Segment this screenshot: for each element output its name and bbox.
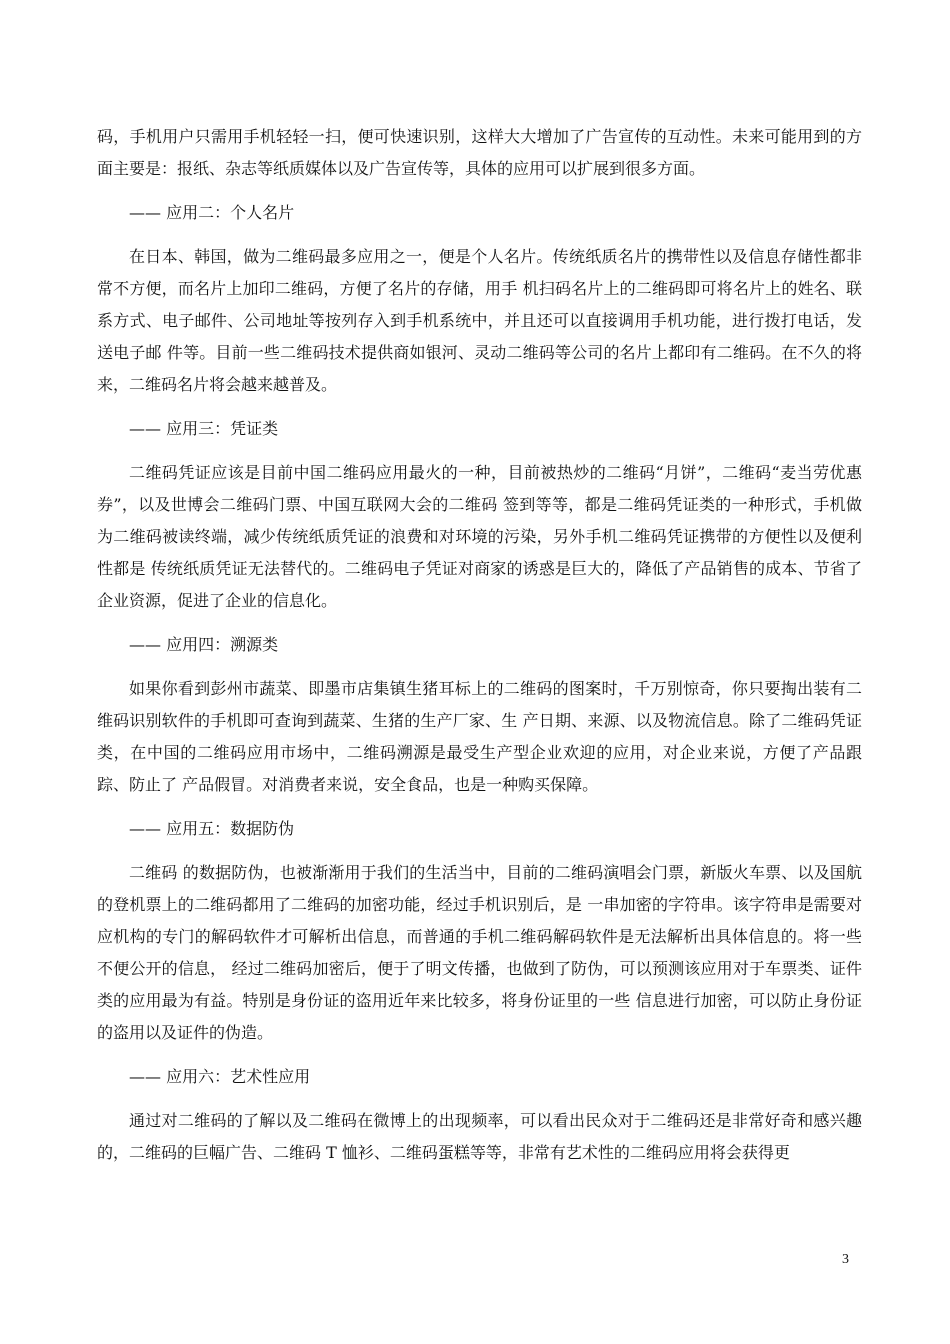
paragraph-traceability: 如果你看到彭州市蔬菜、即墨市店集镇生猪耳标上的二维码的图案时，千万别惊奇，你只要掏出装有二维码识别软件的手机即可查询到蔬菜、生猪的生产厂家、生 产日期、来源、以及物流信息。除了二维码凭证类，在中国的二维码应用市场中，二维码溯源是最受生产型企业欢迎的应用，对企业来说，方便了产品跟踪、防止了 产品假冒。对消费者来说，安全食品，也是一种购买保障。 [97,679,862,794]
page-number: 3 [842,1252,849,1267]
heading-artistic: —— 应用六：艺术性应用 [129,1067,311,1086]
paragraph-artistic: 通过对二维码的了解以及二维码在微博上的出现频率，可以看出民众对于二维码还是非常好奇和感兴趣的，二维码的巨幅广告、二维码 T 恤衫、二维码蛋糕等等，非常有艺术性的二维码应用将会获得更 [97,1111,862,1162]
paragraph-business-card: 在日本、韩国，做为二维码最多应用之一，便是个人名片。传统纸质名片的携带性以及信息存储性都非常不方便，而名片上加印二维码，方便了名片的存储，用手 机扫码名片上的二维码即可将名片上的姓名、联系方式、电子邮件、公司地址等按列存入到手机系统中，并且还可以直接调用手机功能，进行拨打电话，发送电子邮 件等。目前一些二维码技术提供商如银河、灵动二维码等公司的名片上都印有二维码。在不久的将来，二维码名片将会越来越普及。 [97,247,862,394]
heading-business-card: —— 应用二：个人名片 [129,203,295,222]
document-body [97,121,862,1169]
paragraph-voucher: 二维码凭证应该是目前中国二维码应用最火的一种，目前被热炒的二维码“月饼”，二维码“麦当劳优惠券”，以及世博会二维码门票、中国互联网大会的二维码 签到等等，都是二维码凭证类的一种形式，手机做为二维码被读终端，减少传统纸质凭证的浪费和对环境的污染，另外手机二维码凭证携带的方便性以及便利性都是 传统纸质凭证无法替代的。二维码电子凭证对商家的诱惑是巨大的，降低了产品销售的成本、节省了企业资源，促进了企业的信息化。 [97,463,862,610]
heading-voucher: —— 应用三：凭证类 [129,419,279,438]
heading-anti-counterfeit: —— 应用五：数据防伪 [129,819,295,838]
paragraph-anti-counterfeit: 二维码 的数据防伪，也被渐渐用于我们的生活当中，目前的二维码演唱会门票，新版火车票、以及国航的登机票上的二维码都用了二维码的加密功能，经过手机识别后，是 一串加密的字符串。该字符串是需要对应机构的专门的解码软件才可解析出信息，而普通的手机二维码解码软件是无法解析出具体信息的。将一些不便公开的信息， 经过二维码加密后，便于了明文传播，也做到了防伪，可以预测该应用对于车票类、证件类的应用最为有益。特别是身份证的盗用近年来比较多，将身份证里的一些 信息进行加密，可以防止身份证的盗用以及证件的伪造。 [97,863,862,1042]
heading-traceability: —— 应用四：溯源类 [129,635,279,654]
paragraph-ad-continued: 码，手机用户只需用手机轻轻一扫，便可快速识别，这样大大增加了广告宣传的互动性。未来可能用到的方面主要是：报纸、杂志等纸质媒体以及广告宣传等，具体的应用可以扩展到很多方面。 [97,127,862,178]
